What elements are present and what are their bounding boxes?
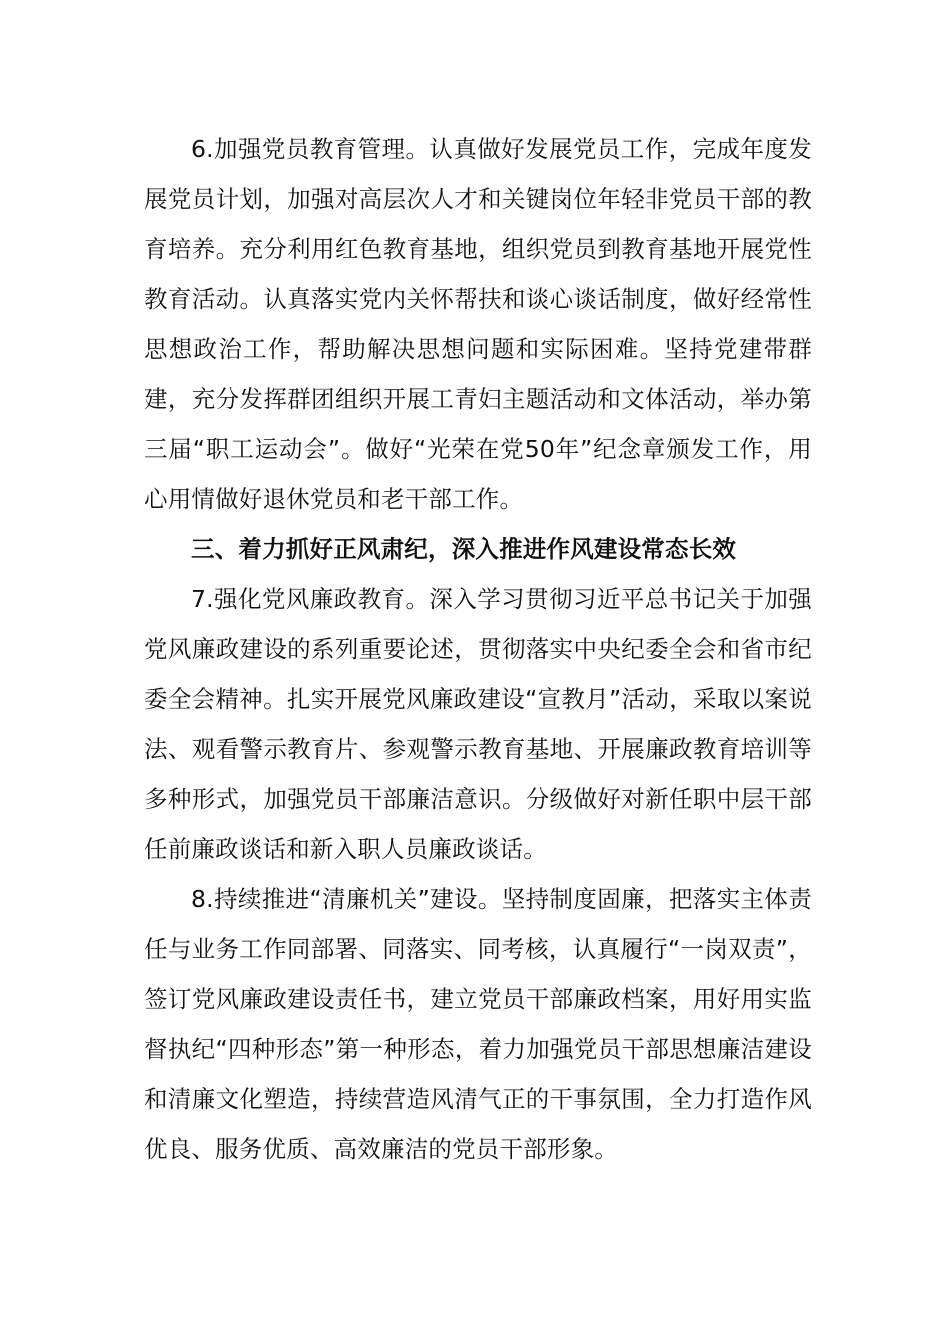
paragraph-party-member-education: 6.加强党员教育管理。认真做好发展党员工作，完成年度发展党员计划，加强对高层次人才和关键岗位年轻非党员干部的教育培养。充分利用红色教育基地，组织党员到教育基地开展党性教育活动。认真落实党内关怀帮扶和谈心谈话制度，做好经常性思想政治工作，帮助解决思想问题和实际困难。坚持党建带群建，充分发挥群团组织开展工青妇主题活动和文体活动，举办第三届“职工运动会”。做好“光荣在党50年”纪念章颁发工作，用心用情做好退休党员和老干部工作。 (144, 135, 812, 513)
section-heading-discipline: 三、着力抓好正风肃纪，深入推进作风建设常态长效 (191, 535, 737, 563)
paragraph-integrity-education: 7.强化党风廉政教育。深入学习贯彻习近平总书记关于加强党风廉政建设的系列重要论述，贯彻落实中央纪委全会和省市纪委全会精神。扎实开展党风廉政建设“宣教月”活动，采取以案说法、观看警示教育片、参观警示教育基地、开展廉政教育培训等多种形式，加强党员干部廉洁意识。分级做好对新任职中层干部任前廉政谈话和新入职人员廉政谈话。 (144, 585, 812, 863)
paragraph-clean-organ-building: 8.持续推进“清廉机关”建设。坚持制度固廉，把落实主体责任与业务工作同部署、同落实、同考核，认真履行“一岗双责”，签订党风廉政建设责任书，建立党员干部廉政档案，用好用实监督执纪“四种形态”第一种形态，着力加强党员干部思想廉洁建设和清廉文化塑造，持续营造风清气正的干事氛围，全力打造作风优良、服务优质、高效廉洁的党员干部形象。 (144, 885, 812, 1163)
document-body (144, 124, 812, 1174)
